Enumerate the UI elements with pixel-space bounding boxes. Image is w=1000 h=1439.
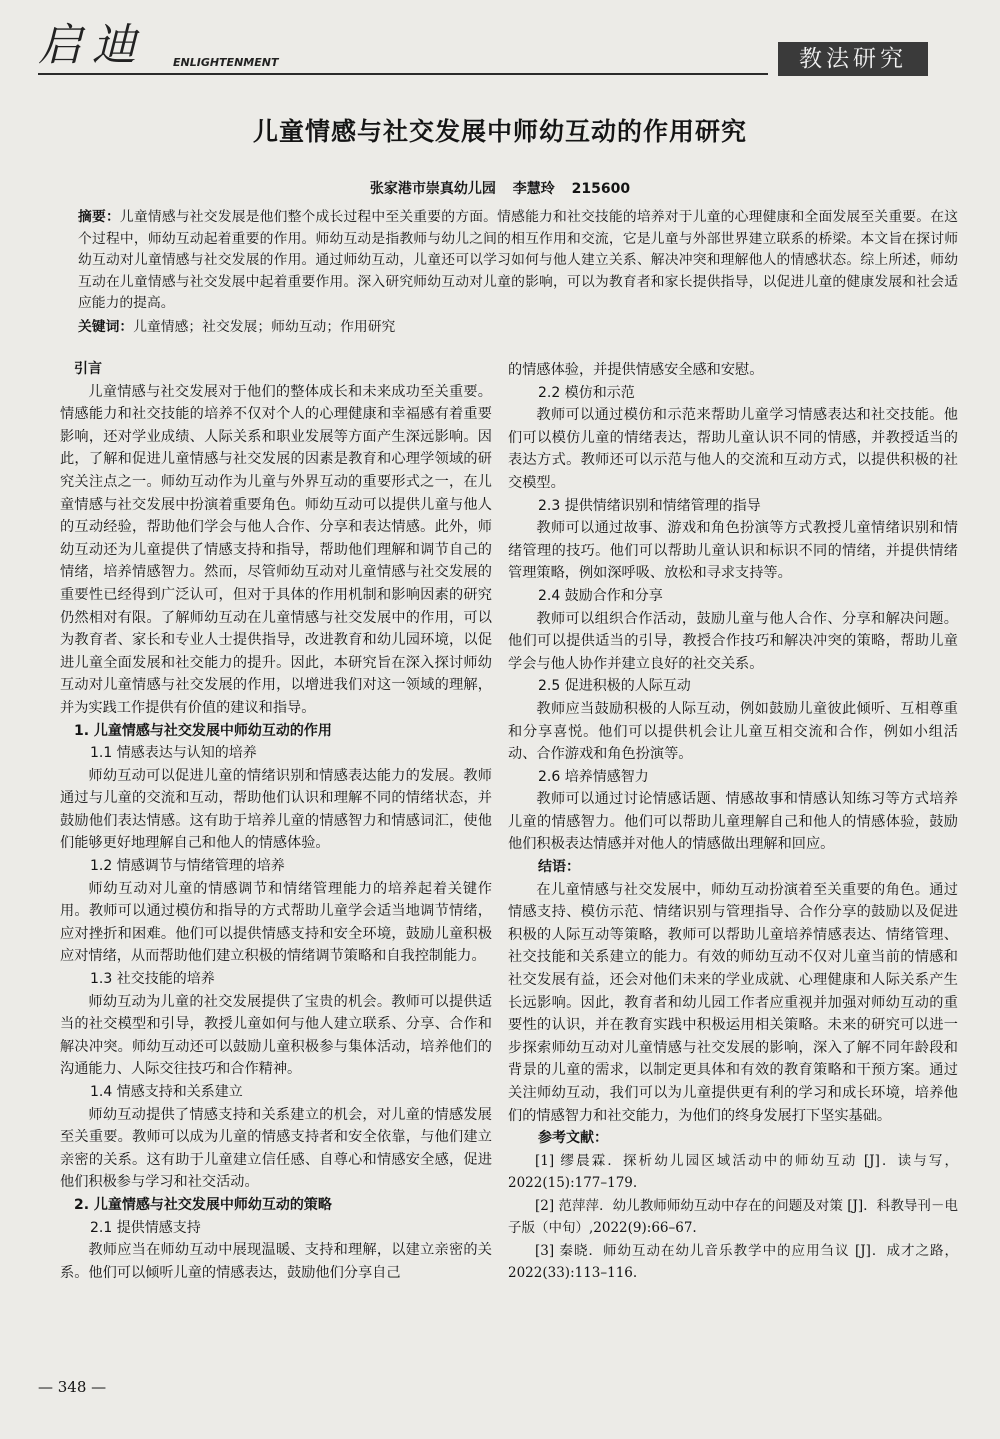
references-heading: 参考文献： bbox=[538, 1130, 608, 1147]
conclusion-heading: 结语： bbox=[538, 859, 580, 876]
section-2-4-heading: 2.4 鼓励合作和分享 bbox=[538, 587, 663, 604]
left-column bbox=[60, 358, 492, 1284]
abstract-label: 摘要： bbox=[78, 209, 120, 225]
reference-item: [1] 缪晨霖．探析幼儿园区域活动中的师幼互动 [J]．读与写，2022(15):177–179. bbox=[508, 1152, 958, 1192]
intro-heading: 引言 bbox=[74, 361, 102, 377]
article-title: 儿童情感与社交发展中师幼互动的作用研究 bbox=[252, 117, 747, 146]
author-name: 李慧玲 bbox=[512, 181, 555, 197]
abstract-text: 儿童情感与社交发展是他们整个成长过程中至关重要的方面。情感能力和社交技能的培养对于儿童的心理健康和全面发展至关重要。在这个过程中，师幼互动起着重要的作用。师幼互动是指教师与幼儿之间的相互作用和交流，它是儿童与外部世界建立联系的桥梁。本文旨在探讨师幼互动对儿童情感与社交发展的作用。通过师幼互动，儿童还可以学习如何与他人建立关系、解决冲突和理解他人的情感状态。综上所述，师幼互动在儿童情感与社交发展中起着重要作用。深入研究师幼互动对儿童的影响，可以为教育者和家长提供指导，以促进儿童的健康发展和社会适应能力的提高。 bbox=[78, 209, 959, 311]
author-postcode: 215600 bbox=[571, 181, 631, 197]
section-2-1-heading: 2.1 提供情感支持 bbox=[90, 1219, 201, 1236]
conclusion-text: 在儿童情感与社交发展中，师幼互动扮演着至关重要的角色。通过情感支持、模仿示范、情绪识别与管理指导、合作分享的鼓励以及促进积极的人际互动等策略，教师可以帮助儿童培养情感表达、情绪管理、社交技能和关系建立的能力。有效的师幼互动不仅对儿童当前的情感和社交发展有益，还会对他们未来的学业成就、心理健康和人际关系产生长远影响。因此，教育者和幼儿园工作者应重视并加强对师幼互动的重要性的认识，并在教育实践中积极运用相关策略。未来的研究可以进一步探索师幼互动对儿童情感与社交发展的影响，深入了解不同年龄段和背景的儿童的需求，以制定更具体和有效的教育策略和干预方案。通过关注师幼互动，我们可以为儿童提供更有利的学习和成长环境，培养他们的情感智力和社交能力，为他们的终身发展打下坚实基础。 bbox=[508, 881, 958, 1124]
section-2-2-text: 教师可以通过模仿和示范来帮助儿童学习情感表达和社交技能。他们可以模仿儿童的情绪表达，帮助儿童认识不同的情感，并教授适当的表达方式。教师还可以示范与他人的交流和互动方式，以提供积极的社交模型。 bbox=[508, 407, 958, 491]
header-rule bbox=[38, 73, 768, 75]
author-affiliation: 张家港市崇真幼儿园 bbox=[369, 181, 496, 197]
section-1-1-text: 师幼互动可以促进儿童的情绪识别和情感表达能力的发展。教师通过与儿童的交流和互动，帮助他们认识和理解不同的情绪状态，并鼓励他们表达情感。这有助于培养儿童的情感智力和情感词汇，使他们能够更好地理解自己和他人的情感体验。 bbox=[60, 767, 492, 852]
journal-logo-en: ENLIGHTENMENT bbox=[173, 56, 279, 69]
section-2-1-text-b: 的情感体验，并提供情感安全感和安慰。 bbox=[508, 362, 764, 378]
section-2-2-heading: 2.2 模仿和示范 bbox=[538, 384, 635, 401]
section-tag: 教法研究 bbox=[778, 42, 928, 76]
section-1-4-heading: 1.4 情感支持和关系建立 bbox=[90, 1084, 243, 1100]
section-2-3-heading: 2.3 提供情绪识别和情绪管理的指导 bbox=[538, 497, 761, 514]
keywords-paragraph bbox=[78, 317, 958, 339]
intro-text: 儿童情感与社交发展对于他们的整体成长和未来成功至关重要。情感能力和社交技能的培养不仅对个人的心理健康和幸福感有着重要影响，还对学业成绩、人际关系和职业发展等方面产生深远影响。因此，了解和促进儿童情感与社交发展的因素是教育和心理学领域的研究关注点之一。师幼互动作为儿童与外界互动的重要形式之一，在儿童情感与社交发展中扮演着重要角色。师幼互动可以提供儿童与他人的互动经验，帮助他们学会与他人合作、分享和表达情感。此外，师幼互动还为儿童提供了情感支持和指导，帮助他们理解和调节自己的情绪，培养情感智力。然而，尽管师幼互动对儿童情感与社交发展的重要性已经得到广泛认可，但对于具体的作用机制和影响因素的研究仍然相对有限。了解师幼互动在儿童情感与社交发展中的作用，可以为教育者、家长和专业人士提供指导，改进教育和幼儿园环境，以促进儿童全面发展和社交能力的提升。因此，本研究旨在深入探讨师幼互动对儿童情感与社交发展的作用，以增进我们对这一领域的理解，并为实践工作提供有价值的建议和指导。 bbox=[60, 383, 492, 716]
section-2-1-text-a: 教师应当在师幼互动中展现温暖、支持和理解，以建立亲密的关系。他们可以倾听儿童的情感表达，鼓励他们分享自己 bbox=[60, 1242, 492, 1281]
section-2-6-text: 教师可以通过讨论情感话题、情感故事和情感认知练习等方式培养儿童的情感智力。他们可以帮助儿童理解自己和他人的情感体验，鼓励他们积极表达情感并对他人的情感做出理解和回应。 bbox=[508, 791, 958, 853]
section-2-3-text: 教师可以通过故事、游戏和角色扮演等方式教授儿童情绪识别和情绪管理的技巧。他们可以帮助儿童认识和标识不同的情绪，并提供情绪管理策略，例如深呼吸、放松和寻求支持等。 bbox=[508, 520, 958, 582]
section-1-2-text: 师幼互动对儿童的情感调节和情绪管理能力的培养起着关键作用。教师可以通过模仿和指导的方式帮助儿童学会适当地调节情绪，应对挫折和困难。他们可以提供情感支持和安全环境，鼓励儿童积极应对情绪，从而帮助他们建立积极的情绪调节策略和自我控制能力。 bbox=[60, 880, 492, 965]
section-1-2-heading: 1.2 情感调节与情绪管理的培养 bbox=[90, 858, 285, 875]
reference-item: [2] 范萍萍．幼儿教师师幼互动中存在的问题及对策 [J]．科教导刊－电子版（中旬）,2022(9):66–67. bbox=[508, 1197, 958, 1237]
section-1-3-text: 师幼互动为儿童的社交发展提供了宝贵的机会。教师可以提供适当的社交模型和引导，教授儿童如何与他人建立联系、分享、合作和解决冲突。师幼互动还可以鼓励儿童积极参与集体活动，培养他们的沟通能力、人际交往技巧和合作精神。 bbox=[60, 993, 492, 1078]
abstract-block bbox=[78, 207, 958, 338]
page-number: — 348 — bbox=[38, 1378, 107, 1396]
section-1-4-text: 师幼互动提供了情感支持和关系建立的机会，对儿童的情感发展至关重要。教师可以成为儿童的情感支持者和安全依靠，与他们建立亲密的关系。这有助于儿童建立信任感、自尊心和情感安全感，促进他们积极参与学习和社交活动。 bbox=[60, 1106, 492, 1191]
abstract-paragraph bbox=[78, 207, 958, 315]
section-2-heading: 2. 儿童情感与社交发展中师幼互动的策略 bbox=[74, 1196, 332, 1213]
reference-item: [3] 秦晓．师幼互动在幼儿音乐教学中的应用刍议 [J]．成才之路，2022(33):113–116. bbox=[508, 1242, 958, 1282]
section-2-5-heading: 2.5 促进积极的人际互动 bbox=[538, 678, 691, 695]
right-column bbox=[508, 359, 958, 1285]
keywords-text: 儿童情感；社交发展；师幼互动；作用研究 bbox=[133, 318, 396, 335]
section-1-1-heading: 1.1 情感表达与认知的培养 bbox=[90, 745, 257, 762]
section-2-4-text: 教师可以组织合作活动，鼓励儿童与他人合作、分享和解决问题。他们可以提供适当的引导，教授合作技巧和解决冲突的策略，帮助儿童学会与他人协作并建立良好的社交关系。 bbox=[508, 610, 958, 672]
author-line bbox=[0, 178, 1000, 198]
section-1-heading: 1. 儿童情感与社交发展中师幼互动的作用 bbox=[74, 722, 332, 739]
section-2-6-heading: 2.6 培养情感智力 bbox=[538, 768, 649, 785]
section-2-5-text: 教师应当鼓励积极的人际互动，例如鼓励儿童彼此倾听、互相尊重和分享喜悦。他们可以提供机会让儿童互相交流和合作，例如小组活动、合作游戏和角色扮演等。 bbox=[508, 700, 958, 763]
section-1-3-heading: 1.3 社交技能的培养 bbox=[90, 971, 215, 988]
journal-logo-cn: 启迪 bbox=[38, 20, 146, 71]
keywords-label: 关键词： bbox=[78, 318, 134, 335]
